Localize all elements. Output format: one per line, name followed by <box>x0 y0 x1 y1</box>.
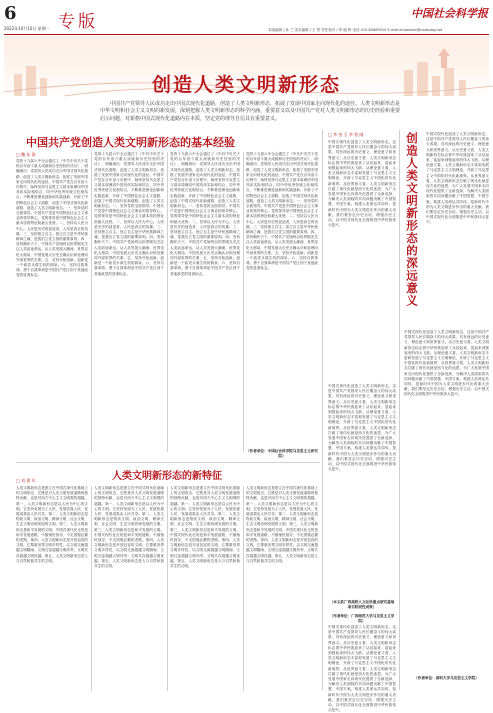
article-1-column-3: 党的十九届六中全会通过了《中共中央关于党的百年奋斗重大成就和历史经验的决议》，明确指出：党领导人民成功走出中国式现代化道路，创造了人类文明新形态，拓展了发展中国家走向现代化的途径。中国共产党在百年奋斗历程中，始终坚持马克思主义基本原理同中国具体实际相结合、同中华优秀传统文化相结合，不断推进理论创新和实践创新，开辟了中国特色社会主义道路，创造了中国式现代化新道路，创造了人类文明新形态。一、坚持党的全面领导。中国共产党是中国特色社会主义事业的领导核心，党的领导是中国特色社会主义最本质的特征和最大优势。二、坚持以人民为中心。人民是历史的创造者，人民是真正的英雄。三、坚持独立自主。独立自主是中华民族精神之魂，是我们立党立国的重要原则。四、坚持胸怀天下。中国共产党始终以世界眼光关注人类前途命运，从人类发展大潮流、世界变化大格局、中国发展大历史正确认识和处理同外部世界的关系。五、坚持开拓创新。创新是一个政党永葆生机的源泉。六、坚持自我革命。勇于自我革命是中国共产党区别于其他政党的显著标志。 <box>170 152 240 276</box>
article-3-column-1c: 中国式现代化创造了人类文明新形态，这是中国共产党领导人民长期奋斗的伟大成果，具有深远的历史意义、理论意义和世界意义。从历史意义看，人类文明新形态标志着中华民族迎来了从站起来、富起来到强起来的伟大飞跃。从理论意义看，人类文明新形态丰富和发展了马克思主义文明理论，开辟了马克思主义中国化时代化新境界。从世界意义看，人类文明新形态打破了现代化就是西方化的迷思，为广大发展中国家走向现代化提供了全新选择，为解决人类面临的共同问题贡献了中国智慧、中国方案。构建人类命运共同体，是新时代中国为人类文明进步作出的重大贡献。我们要坚定历史自信，增强历史主动，以中国式现代化全面推进中华民族伟大复兴。 <box>328 625 396 713</box>
article-1-column-4: 党的十九届六中全会通过了《中共中央关于党的百年奋斗重大成就和历史经验的决议》，明确指出：党领导人民成功走出中国式现代化道路，创造了人类文明新形态，拓展了发展中国家走向现代化的途径。中国共产党在百年奋斗历程中，始终坚持马克思主义基本原理同中国具体实际相结合、同中华优秀传统文化相结合，不断推进理论创新和实践创新，开辟了中国特色社会主义道路，创造了中国式现代化新道路，创造了人类文明新形态。一、坚持党的全面领导。中国共产党是中国特色社会主义事业的领导核心，党的领导是中国特色社会主义最本质的特征和最大优势。二、坚持以人民为中心。人民是历史的创造者，人民是真正的英雄。三、坚持独立自主。独立自主是中华民族精神之魂，是我们立党立国的重要原则。四、坚持胸怀天下。中国共产党始终以世界眼光关注人类前途命运，从人类发展大潮流、世界变化大格局、中国发展大历史正确认识和处理同外部世界的关系。五、坚持开拓创新。创新是一个政党永葆生机的源泉。六、坚持自我革命。勇于自我革命是中国共产党区别于其他政党的显著标志。 <box>246 152 318 271</box>
section-title: 专版 <box>58 12 98 32</box>
article-1-author-unit: （作者单位：中国社会科学院马克思主义研究院） <box>246 449 318 459</box>
article-3-author: □ 李 金 玉 李 智 刚 <box>328 132 364 137</box>
page-number: 6 <box>4 3 17 24</box>
article-1-title: 中国共产党创造人类文明新形态的基本经验 <box>26 136 235 149</box>
article-2-column-4: 人类文明新形态是建立在中国式现代化基础上的文明形态，它既是对人类文明发展道路的独特贡献，也是对西方中心主义文明观的超越。第一，人类文明新形态是以人民为中心的文明。它坚持发展为了人民、发展依靠人民、发展成果由人民共享。第二，人类文明新形态是物质文明、政治文明、精神文明、社会文明、生态文明协调发展的文明。第三，人类文明新形态是和平发展的文明。中国式现代化走的是和平发展道路，不搞殖民掠夺，不走国强必霸的老路。第四，人类文明新形态是开放包容的文明。它尊重世界文明多样性，以文明交流超越文明隔阂、文明互鉴超越文明冲突、文明共存超越文明优越。第五，人类文明新形态是人与自然和谐共生的文明。 <box>246 486 318 563</box>
article-3-column-1b: 中国式现代化创造了人类文明新形态，这是中国共产党领导人民长期奋斗的伟大成果，具有深远的历史意义、理论意义和世界意义。从历史意义看，人类文明新形态标志着中华民族迎来了从站起来、富起来到强起来的伟大飞跃。从理论意义看，人类文明新形态丰富和发展了马克思主义文明理论，开辟了马克思主义中国化时代化新境界。从世界意义看，人类文明新形态打破了现代化就是西方化的迷思，为广大发展中国家走向现代化提供了全新选择，为解决人类面临的共同问题贡献了中国智慧、中国方案。构建人类命运共同体，是新时代中国为人类文明进步作出的重大贡献。我们要坚定历史自信，增强历史主动，以中国式现代化全面推进中华民族伟大复兴。 <box>328 384 396 472</box>
article-3-column-1a: 中国式现代化创造了人类文明新形态，这是中国共产党领导人民长期奋斗的伟大成果，具有深远的历史意义、理论意义和世界意义。从历史意义看，人类文明新形态标志着中华民族迎来了从站起来、富起来到强起来的伟大飞跃。从理论意义看，人类文明新形态丰富和发展了马克思主义文明理论，开辟了马克思主义中国化时代化新境界。从世界意义看，人类文明新形态打破了现代化就是西方化的迷思，为广大发展中国家走向现代化提供了全新选择，为解决人类面临的共同问题贡献了中国智慧、中国方案。构建人类命运共同体，是新时代中国为人类文明进步作出的重大贡献。我们要坚定历史自信，增强历史主动，以中国式现代化全面推进中华民族伟大复兴。 <box>328 140 396 228</box>
article-3-column-3: 中国式现代化创造了人类文明新形态，这是中国共产党领导人民长期奋斗的伟大成果，具有深远的历史意义、理论意义和世界意义。从历史意义看，人类文明新形态标志着中华民族迎来了从站起来、富起来到强起来的伟大飞跃。从理论意义看，人类文明新形态丰富和发展了马克思主义文明理论，开辟了马克思主义中国化时代化新境界。从世界意义看，人类文明新形态打破了现代化就是西方化的迷思，为广大发展中国家走向现代化提供了全新选择，为解决人类面临的共同问题贡献了中国智慧、中国方案。构建人类命运共同体，是新时代中国为人类文明进步作出的重大贡献。我们要坚定历史自信，增强历史主动，以中国式现代化全面推进中华民族伟大复兴。 <box>404 330 489 397</box>
newspaper-name: 中国社会科学报 <box>411 7 488 20</box>
article-3-author-unit: （作者单位：深圳大学马克思主义学院） <box>414 676 479 680</box>
intro-paragraph: 中国共产党领导人民成功走出中国式现代化道路，创造了人类文明新形态，拓展了发展中国家走向现代化的途径。人类文明新形态是中华文明和社会主义文明的新发展，深刻把握人类文明新形态的科学内涵，重要意义以及中国共产党对人类文明新形态的历史经验和重要启示问题，对新格中国式现代化道路内在本质，坚定党的理导自信具有重要意义。 <box>100 101 401 122</box>
article-1-column-2: 党的十九届六中全会通过了《中共中央关于党的百年奋斗重大成就和历史经验的决议》，明确指出：党领导人民成功走出中国式现代化道路，创造了人类文明新形态，拓展了发展中国家走向现代化的途径。中国共产党在百年奋斗历程中，始终坚持马克思主义基本原理同中国具体实际相结合、同中华优秀传统文化相结合，不断推进理论创新和实践创新，开辟了中国特色社会主义道路，创造了中国式现代化新道路，创造了人类文明新形态。一、坚持党的全面领导。中国共产党是中国特色社会主义事业的领导核心，党的领导是中国特色社会主义最本质的特征和最大优势。二、坚持以人民为中心。人民是历史的创造者，人民是真正的英雄。三、坚持独立自主。独立自主是中华民族精神之魂，是我们立党立国的重要原则。四、坚持胸怀天下。中国共产党始终以世界眼光关注人类前途命运，从人类发展大潮流、世界变化大格局、中国发展大历史正确认识和处理同外部世界的关系。五、坚持开拓创新。创新是一个政党永葆生机的源泉。六、坚持自我革命。勇于自我革命是中国共产党区别于其他政党的显著标志。 <box>94 152 164 276</box>
column-divider <box>243 486 244 691</box>
article-2-title: 人类文明新形态的新特征 <box>112 471 222 482</box>
article-2-column-1: 人类文明新形态是建立在中国式现代化基础上的文明形态，它既是对人类文明发展道路的独特贡献，也是对西方中心主义文明观的超越。第一，人类文明新形态是以人民为中心的文明。它坚持发展为了人民、发展依靠人民、发展成果由人民共享。第二，人类文明新形态是物质文明、政治文明、精神文明、社会文明、生态文明协调发展的文明。第三，人类文明新形态是和平发展的文明。中国式现代化走的是和平发展道路，不搞殖民掠夺，不走国强必霸的老路。第四，人类文明新形态是开放包容的文明。它尊重世界文明多样性，以文明交流超越文明隔阂、文明互鉴超越文明冲突、文明共存超越文明优越。第五，人类文明新形态是人与自然和谐共生的文明。 <box>16 486 88 563</box>
column-divider <box>399 130 400 690</box>
column-divider <box>167 152 168 452</box>
article-2-author-unit: （作者单位：广西师范大学马克思主义学院） <box>329 614 395 624</box>
article-3-project-note: （本文系广西高校人文社科重点研究基地项目阶段性成果） <box>329 600 395 610</box>
column-divider <box>322 130 323 690</box>
article-1-column-1: 党的十九届六中全会通过了《中共中央关于党的百年奋斗重大成就和历史经验的决议》，明确指出：党领导人民成功走出中国式现代化道路，创造了人类文明新形态，拓展了发展中国家走向现代化的途径。中国共产党在百年奋斗历程中，始终坚持马克思主义基本原理同中国具体实际相结合、同中华优秀传统文化相结合，不断推进理论创新和实践创新，开辟了中国特色社会主义道路，创造了中国式现代化新道路，创造了人类文明新形态。一、坚持党的全面领导。中国共产党是中国特色社会主义事业的领导核心，党的领导是中国特色社会主义最本质的特征和最大优势。二、坚持以人民为中心。人民是历史的创造者，人民是真正的英雄。三、坚持独立自主。独立自主是中华民族精神之魂，是我们立党立国的重要原则。四、坚持胸怀天下。中国共产党始终以世界眼光关注人类前途命运，从人类发展大潮流、世界变化大格局、中国发展大历史正确认识和处理同外部世界的关系。五、坚持开拓创新。创新是一个政党永葆生机的源泉。六、坚持自我革命。勇于自我革命是中国共产党区别于其他政党的显著标志。 <box>16 159 88 278</box>
column-divider <box>167 486 168 691</box>
issue-date: 2022年10月10日 星期一 <box>4 26 50 31</box>
article-2-column-2: 人类文明新形态是建立在中国式现代化基础上的文明形态，它既是对人类文明发展道路的独特贡献，也是对西方中心主义文明观的超越。第一，人类文明新形态是以人民为中心的文明。它坚持发展为了人民、发展依靠人民、发展成果由人民共享。第二，人类文明新形态是物质文明、政治文明、精神文明、社会文明、生态文明协调发展的文明。第三，人类文明新形态是和平发展的文明。中国式现代化走的是和平发展道路，不搞殖民掠夺，不走国强必霸的老路。第四，人类文明新形态是开放包容的文明。它尊重世界文明多样性，以文明交流超越文明隔阂、文明互鉴超越文明冲突、文明共存超越文明优越。第五，人类文明新形态是人与自然和谐共生的文明。 <box>94 486 164 569</box>
header-rule <box>4 34 489 35</box>
column-divider <box>91 152 92 452</box>
article-3-column-2: 中国式现代化创造了人类文明新形态，这是中国共产党领导人民长期奋斗的伟大成果，具有深远的历史意义、理论意义和世界意义。从历史意义看，人类文明新形态标志着中华民族迎来了从站起来、富起来到强起来的伟大飞跃。从理论意义看，人类文明新形态丰富和发展了马克思主义文明理论，开辟了马克思主义中国化时代化新境界。从世界意义看，人类文明新形态打破了现代化就是西方化的迷思，为广大发展中国家走向现代化提供了全新选择，为解决人类面临的共同问题贡献了中国智慧、中国方案。构建人类命运共同体，是新时代中国为人类文明进步作出的重大贡献。我们要坚定历史自信，增强历史主动，以中国式现代化全面推进中华民族伟大复兴。 <box>426 132 489 225</box>
column-divider <box>91 486 92 691</box>
column-divider <box>243 152 244 452</box>
article-2-author: □ 刘 建 军 <box>16 478 36 483</box>
main-title: 创造人类文明新形态 <box>151 74 341 96</box>
article-2-column-3: 人类文明新形态是建立在中国式现代化基础上的文明形态，它既是对人类文明发展道路的独特贡献，也是对西方中心主义文明观的超越。第一，人类文明新形态是以人民为中心的文明。它坚持发展为了人民、发展依靠人民、发展成果由人民共享。第二，人类文明新形态是物质文明、政治文明、精神文明、社会文明、生态文明协调发展的文明。第三，人类文明新形态是和平发展的文明。中国式现代化走的是和平发展道路，不搞殖民掠夺，不走国强必霸的老路。第四，人类文明新形态是开放包容的文明。它尊重世界文明多样性，以文明交流超越文明隔阂、文明互鉴超越文明冲突、文明共存超越文明优越。第五，人类文明新形态是人与自然和谐共生的文明。 <box>170 486 240 569</box>
article-1-author: □ 魏 从 淮 <box>16 152 36 157</box>
article-3-title: 创造人类文明新形态的深远意义 <box>405 132 419 307</box>
editor-info-line: 本版编辑 / 孙 兰 美术编辑 / 王 菁 责任校对 / 李 晓 晖 电话 010-85885510 E-mail:zhuanban@csstoday.net <box>268 28 443 32</box>
article-divider <box>16 462 320 463</box>
